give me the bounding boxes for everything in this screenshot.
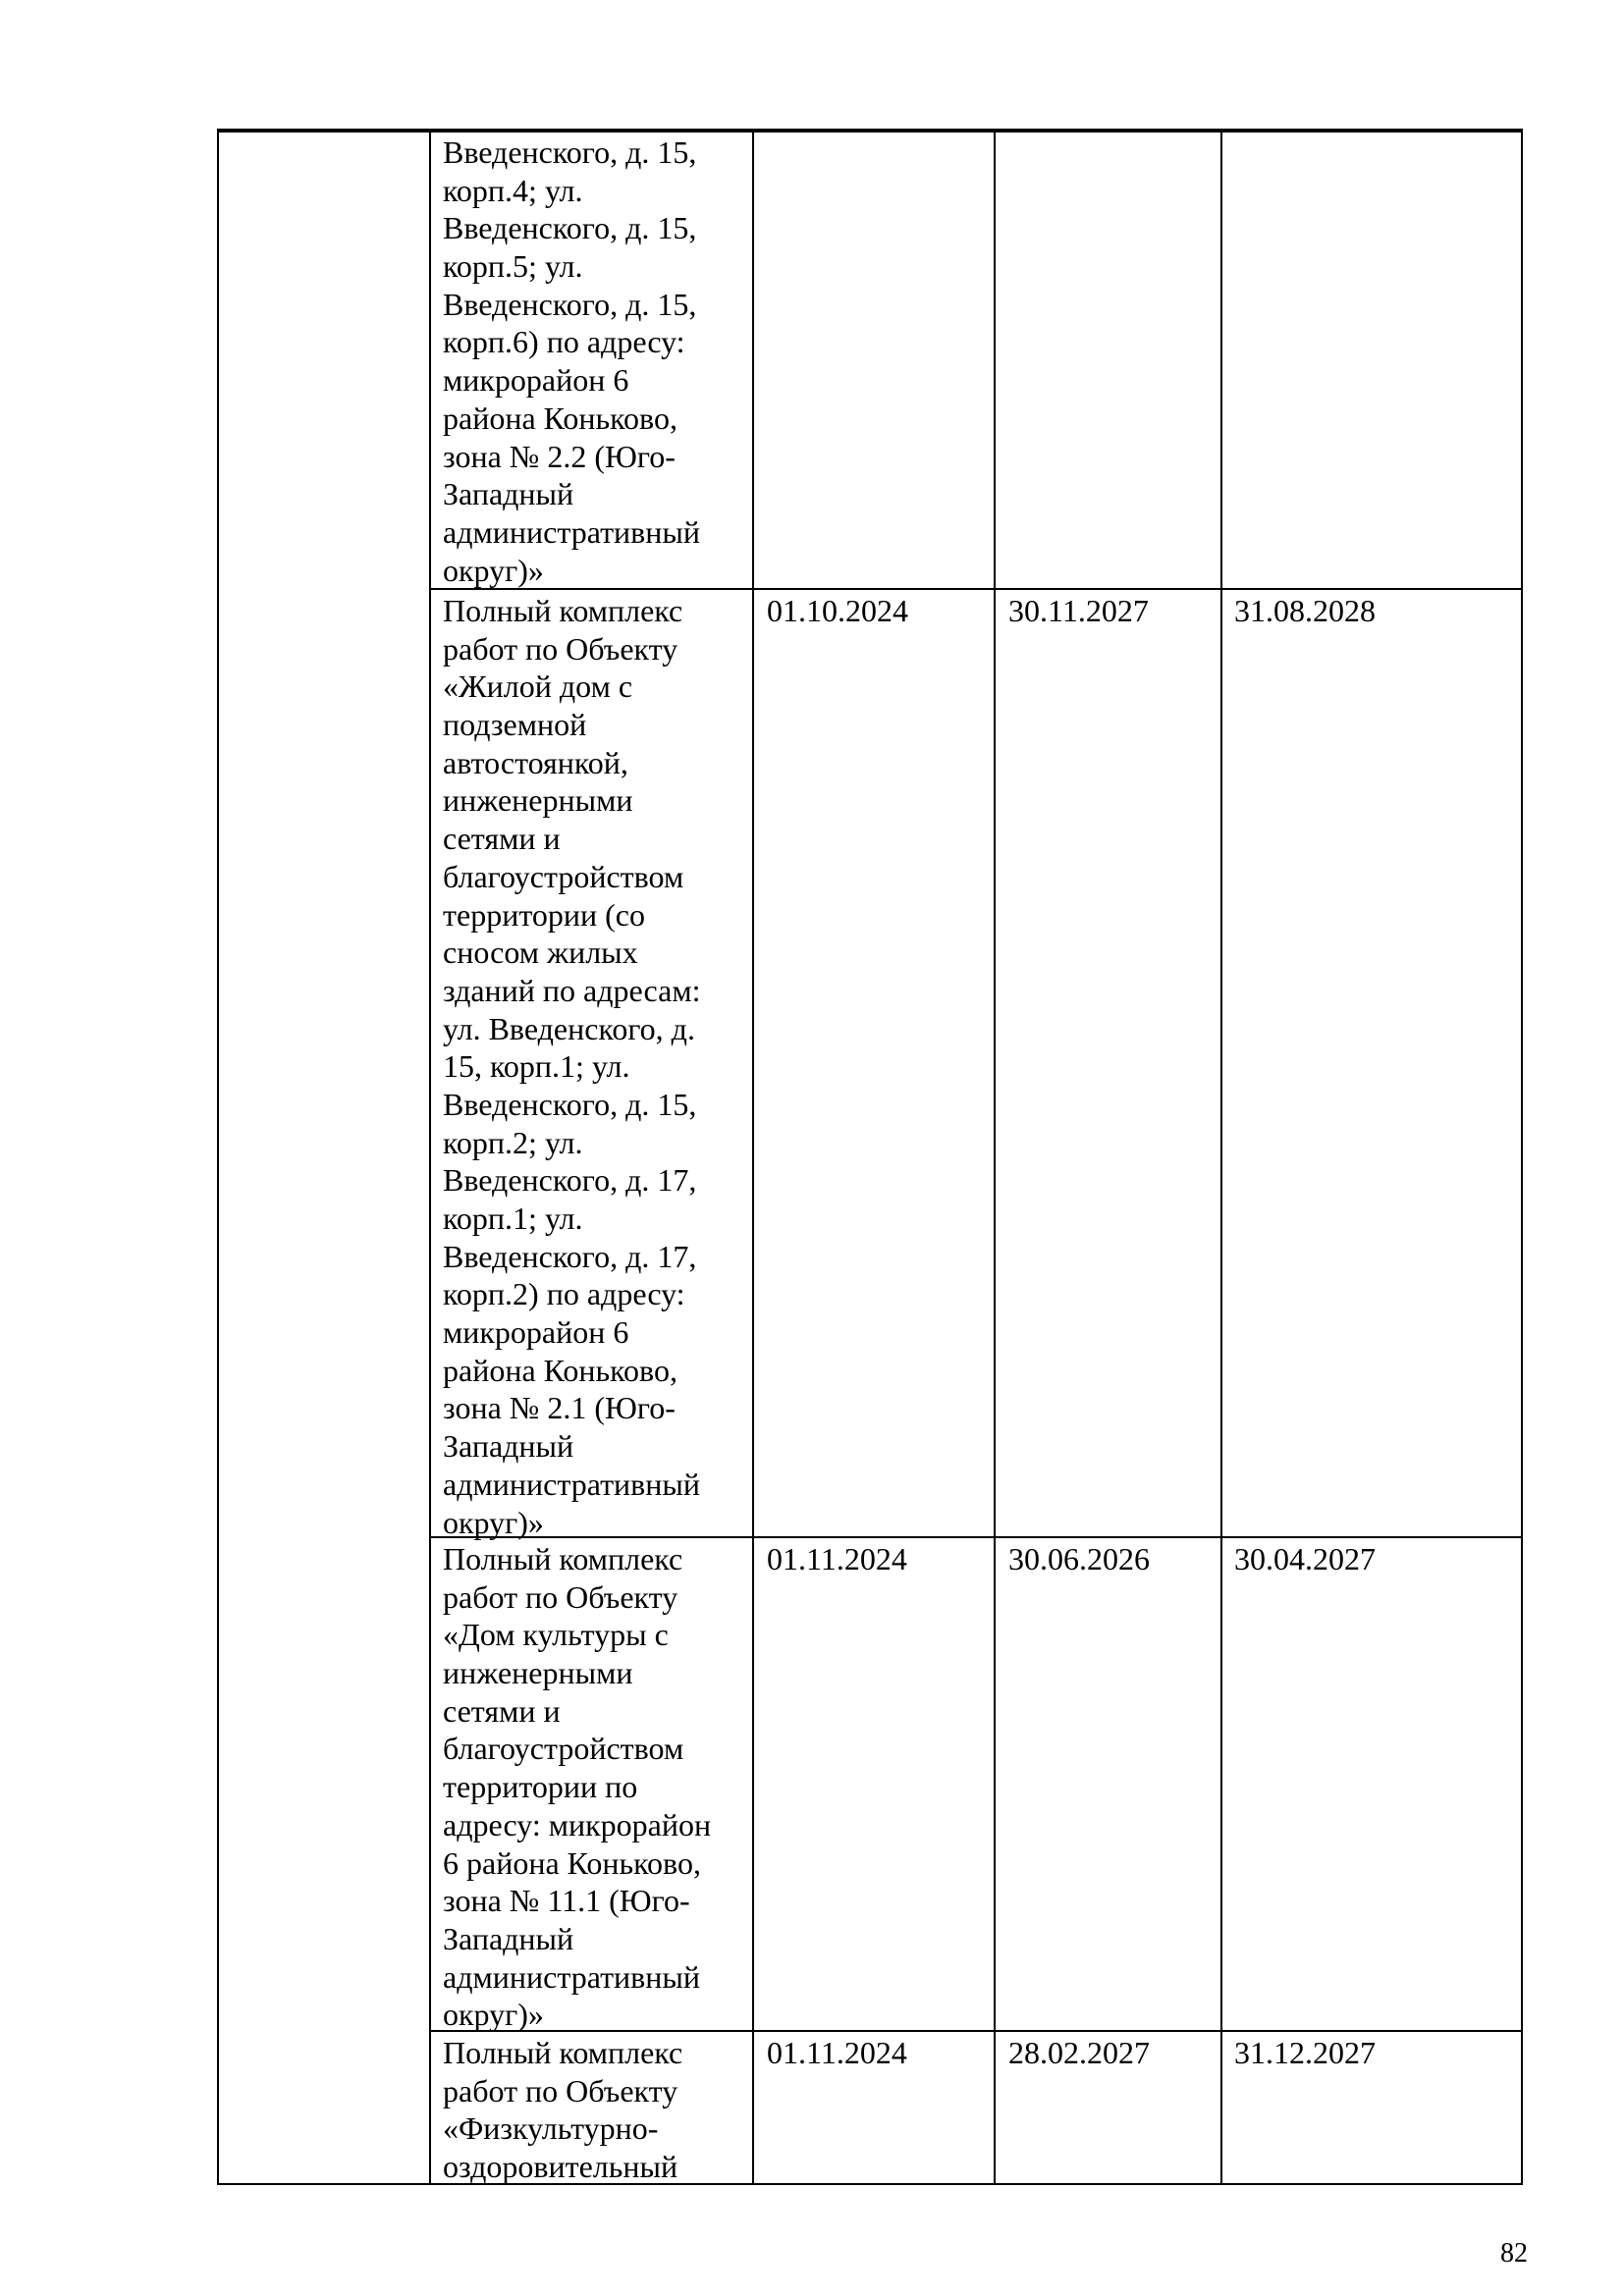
description-line: административный — [443, 1958, 701, 1995]
description-line: микрорайон 6 — [443, 362, 629, 399]
description-line: корп.5; ул. — [443, 248, 583, 285]
description-line: работ по Объекту — [443, 630, 678, 667]
description-line: территории по — [443, 1769, 638, 1805]
description-line: Западный — [443, 1920, 574, 1956]
column-divider — [217, 129, 219, 2185]
description-line: работ по Объекту — [443, 1578, 678, 1615]
start-date-cell: 01.11.2024 — [767, 2035, 907, 2070]
description-line: «Физкультурно- — [443, 2110, 659, 2147]
description-line: автостоянкой, — [443, 744, 628, 780]
end-date-cell: 30.06.2026 — [1008, 1541, 1150, 1576]
description-line: административный — [443, 1466, 701, 1502]
description-line: зона № 2.1 (Юго- — [443, 1390, 676, 1426]
description-line: зданий по адресам: — [443, 972, 701, 1008]
description-line: Введенского, д. 17, — [443, 1162, 697, 1199]
description-line: Западный — [443, 1428, 574, 1465]
description-line: Введенского, д. 15, — [443, 1086, 697, 1122]
final-date-cell: 31.12.2027 — [1234, 2035, 1376, 2070]
description-line: сносом жилых — [443, 934, 638, 971]
description-line: зона № 11.1 (Юго- — [443, 1883, 690, 1919]
description-line: корп.6) по адресу: — [443, 324, 685, 360]
column-divider — [752, 129, 754, 2185]
description-line: административный — [443, 513, 701, 550]
table-top-border — [217, 129, 1523, 133]
end-date-cell: 28.02.2027 — [1008, 2035, 1150, 2070]
description-line: района Коньково, — [443, 400, 677, 436]
description-line: Введенского, д. 17, — [443, 1238, 697, 1274]
description-line: оздоровительный — [443, 2149, 678, 2185]
description-line: подземной — [443, 707, 587, 743]
end-date-cell: 30.11.2027 — [1008, 593, 1149, 628]
column-divider — [1220, 129, 1222, 2185]
description-line: территории (со — [443, 896, 645, 933]
column-divider — [429, 129, 431, 2185]
description-cell — [443, 1540, 711, 2034]
description-line: «Жилой дом с — [443, 668, 633, 705]
description-line: 6 района Коньково, — [443, 1844, 701, 1881]
column-divider — [994, 129, 996, 2185]
final-date-cell: 31.08.2028 — [1234, 593, 1376, 628]
description-line: корп.2; ул. — [443, 1124, 583, 1160]
start-date-cell: 01.10.2024 — [767, 593, 908, 628]
description-line: Полный комплекс — [443, 593, 683, 628]
page-number: 82 — [1500, 2238, 1528, 2269]
start-date-cell: 01.11.2024 — [767, 1541, 907, 1576]
description-line: ул. Введенского, д. — [443, 1010, 695, 1046]
description-line: округ)» — [443, 1997, 544, 2033]
description-cell — [443, 592, 700, 1541]
description-line: инженерными — [443, 1655, 633, 1691]
table-bottom-border — [217, 2183, 1523, 2185]
description-line: сетями и — [443, 1692, 561, 1729]
description-line: инженерными — [443, 782, 633, 819]
description-line: адресу: микрорайон — [443, 1806, 712, 1842]
description-line: зона № 2.2 (Юго- — [443, 438, 676, 474]
description-line: Введенского, д. 15, — [443, 286, 697, 322]
description-line: района Коньково, — [443, 1352, 677, 1388]
description-line: Введенского, д. 15, — [443, 134, 697, 170]
description-cell — [443, 2034, 682, 2186]
description-line: корп.1; ул. — [443, 1201, 583, 1236]
description-line: Западный — [443, 476, 574, 512]
description-line: корп.4; ул. — [443, 172, 583, 208]
description-line: округ)» — [443, 552, 544, 588]
description-line: сетями и — [443, 821, 561, 857]
description-line: «Дом культуры с — [443, 1617, 669, 1653]
description-line: благоустройством — [443, 1731, 684, 1767]
description-line: благоустройством — [443, 858, 684, 894]
description-line: Введенского, д. 15, — [443, 210, 697, 246]
description-cell — [443, 133, 700, 589]
description-line: 15, корп.1; ул. — [443, 1048, 630, 1085]
final-date-cell: 30.04.2027 — [1234, 1541, 1376, 1576]
description-line: округ)» — [443, 1504, 544, 1540]
description-line: Полный комплекс — [443, 1541, 683, 1576]
column-divider — [1521, 129, 1523, 2185]
description-line: микрорайон 6 — [443, 1314, 629, 1351]
description-line: работ по Объекту — [443, 2072, 678, 2109]
description-line: Полный комплекс — [443, 2035, 683, 2070]
description-line: корп.2) по адресу: — [443, 1276, 685, 1312]
